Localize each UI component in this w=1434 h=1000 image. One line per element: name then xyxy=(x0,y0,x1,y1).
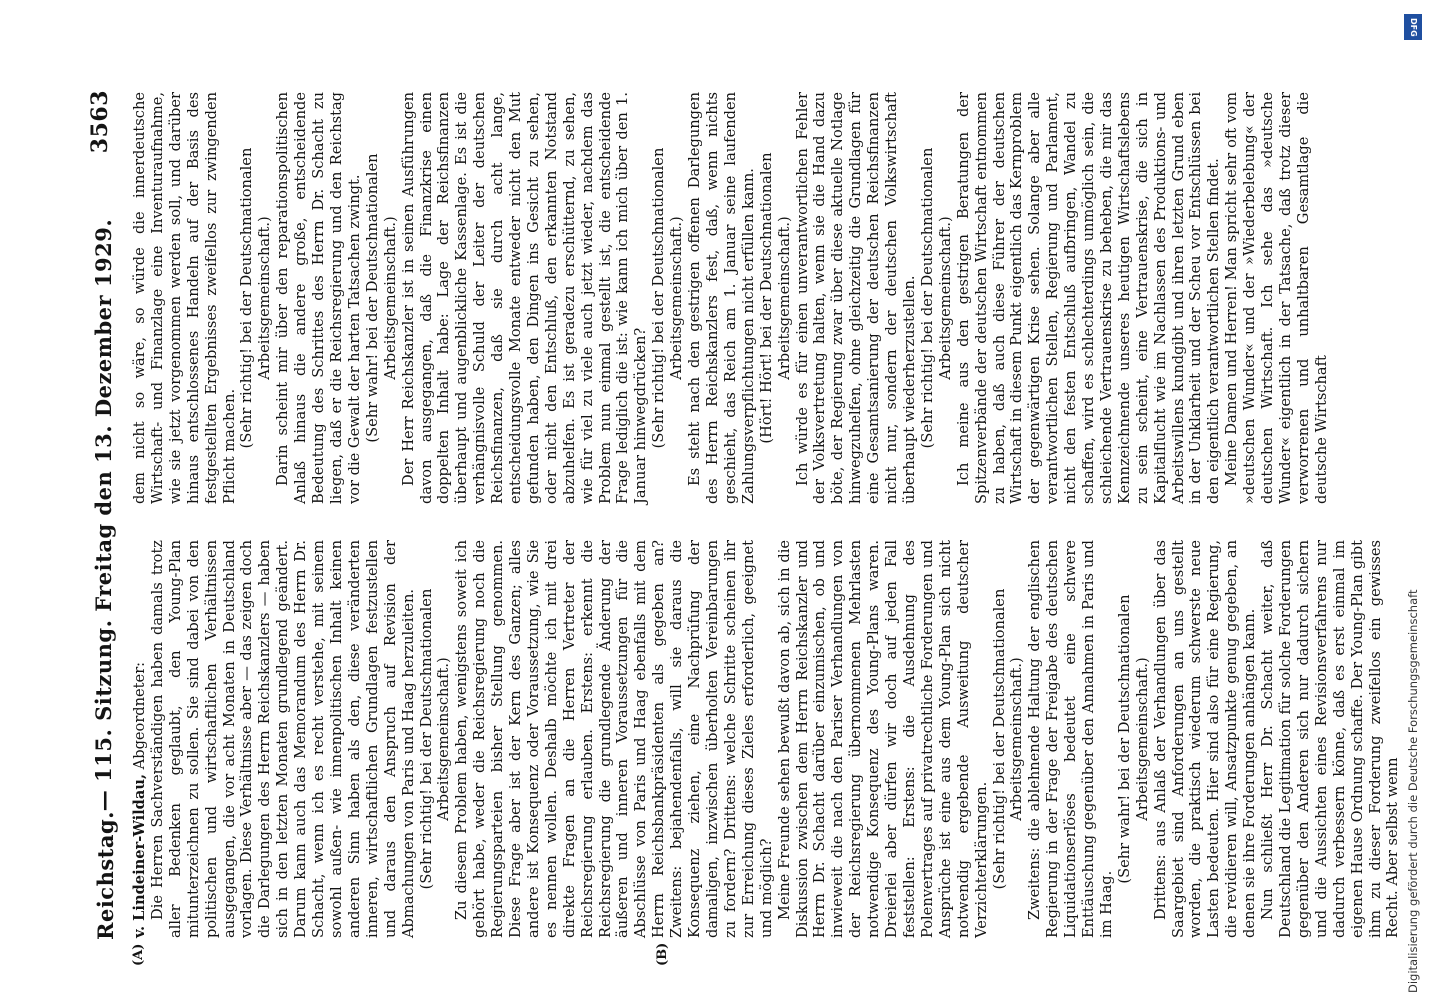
rotated-page xyxy=(85,90,1402,966)
paragraph: Zu diesem Problem haben, wenigstens soweit ich gehört habe, weder die Reichsregierung noch die Regierungsparteien bisher Stellung genommen. Diese Frage aber ist der Kern des Ganzen; alles andere ist Konsequenz oder Voraussetzung, wie Sie es nennen wollen. Deshalb möchte ich mit drei direkte Fragen an die Herren Vertreter der Reichsregierung erlauben. Erstens: erkennt die Reichsregierung die grundlegende Änderung der äußeren und inneren Voraussetzungen für die Abschlüsse von Paris und Haag ebenfalls mit dem Herrn Reichsbankpräsidenten als gegeben an? Zweitens: bejahendenfalls, will sie daraus die Konsequenz ziehen, eine Nachprüfung der damaligen, inzwischen überholten Vereinbarungen zu fordern? Drittens: welche Schritte scheinen ihr zur Erreichung dieses Zieles erforderlich, geeignet und möglich? xyxy=(453,540,775,938)
paragraph: Meine Freunde sehen bewußt davon ab, sich in die Diskussion zwischen dem Herrn Reichskanzler und Herrn Dr. Schacht darüber einzumischen, ob und inwieweit die nach den Pariser Verhandlungen von der Reichsregierung übernommenen Mehrlasten notwendige Konsequenz des Young-Plans waren. Dreierlei aber dürfen wir doch auf jeden Fall feststellen: Erstens: die Ausdehnung des Polenvertrages auf privatrechtliche Forderungen und Ansprüche ist eine aus dem Young-Plan sich nicht notwendig ergebende Ausweitung deutscher Verzichterklärungen. xyxy=(775,540,990,938)
paragraph: Drittens: aus Anlaß der Verhandlungen über das Saargebiet sind Anforderungen an uns gestellt worden, die praktisch wiederum schwerste neue Lasten bedeuten. Hier sind also für eine Regierung, die revidieren will, Ansatzpunkte genug gegeben, an denen sie ihre Forderungen anhängen kann. xyxy=(1151,540,1259,938)
interjection: (Sehr wahr! bei der Deutschnationalen Arbeitsgemeinschaft.) xyxy=(363,153,399,443)
page-header xyxy=(85,90,127,940)
paragraph: Die Herren Sachverständigen haben damals trotz aller Bedenken geglaubt, den Young-Plan mitunterzeichnen zu sollen. Sie sind dabei von den politischen und wirtschaftlichen Verhältnissen ausgegangen, die vor acht Monaten in Deutschland vorlagen. Diese Verhältnisse aber — das zeigen doch die Darlegungen des Herrn Reichskanzlers — haben sich in den letzten Monaten grundlegend geändert. Darum kann auch das Memorandum des Herrn Dr. Schacht, wenn ich es recht verstehe, mit seinem sowohl außen- wie innenpolitischen Inhalt keinen anderen Sinn haben als den, diese veränderten inneren, wirtschaftlichen Grundlagen festzustellen und daraus den Anspruch auf Revision der Abmachungen von Paris und Haag herzuleiten. xyxy=(148,540,417,938)
paragraph: Der Herr Reichskanzler ist in seinen Ausführungen davon ausgegangen, daß die Finanzkrise einen doppelten Inhalt habe: Lage der Reichsfinanzen überhaupt und augenblickliche Kassenlage. Es ist die verhängnisvolle Schuld der Leiter der deutschen Reichsfinanzen, daß sie durch acht lange, entscheidungsvolle Monate entweder nicht den Mut gefunden haben, den Dingen ins Gesicht zu sehen, oder nicht den Entschluß, den erkannten Notstand abzuhelfen. Es ist geradezu erschütternd, zu sehen, wie für viel zu viele auch jetzt wieder, nachdem das Problem nun einmal gestellt ist, die entscheidende Frage lediglich die ist: wie kann ich mich über den 1. Januar hinwegdrücken? xyxy=(399,92,650,504)
interjection: (Sehr richtig! bei der Deutschnationalen Arbeitsgemeinschaft.) xyxy=(238,147,274,449)
digitization-stamp xyxy=(1400,8,1430,993)
speaker-role: Abgeordneter: xyxy=(131,661,148,770)
interjection: (Sehr richtig! bei der Deutschnationalen Arbeitsgemeinschaft.) xyxy=(650,147,686,449)
interjection: (Sehr richtig! bei der Deutschnationalen Arbeitsgemeinschaft.) xyxy=(990,588,1026,890)
interjection: (Sehr wahr! bei der Deutschnationalen Arbeitsgemeinschaft.) xyxy=(1115,594,1151,884)
right-column xyxy=(131,92,1330,504)
interjection: (Sehr richtig! bei der Deutschnationalen Arbeitsgemeinschaft.) xyxy=(918,147,954,449)
paragraph: Nun schließt Herr Dr. Schacht weiter, daß Deutschland die Legitimation für solche Forderungen gegenüber den Anderen sich nur dadurch sichern und die Aussichten eines Revisionsverfahrens nur dadurch verbessern könne, daß es erst einmal im eigenen Hause Ordnung schaffe. Der Young-Plan gibt ihm zu dieser Forderung zweifellos ein gewisses Recht. Aber selbst wenn xyxy=(1259,540,1402,938)
margin-mark-b: (B) xyxy=(655,942,670,966)
interjection: (Hört! Hört! bei der Deutschnationalen Arbeitsgemeinschaft.) xyxy=(757,152,793,444)
page-number: 3563 xyxy=(87,90,113,154)
paragraph: Ich würde es für einen unverantwortlichen Fehler der Volksvertretung halten, wenn sie die Hand dazu böte, der Regierung zwar über diese aktuelle Notlage hinwegzuhelfen, ohne gleichzeitig die Grundlagen für eine Gesamtsanierung der deutschen Reichsfinanzen nicht nur, sondern der deutschen Volkswirtschaft überhaupt wiederherzustellen. xyxy=(793,92,918,504)
left-column xyxy=(131,540,1402,938)
paragraph: dem nicht so wäre, so würde die innerdeutsche Wirtschaft- und Finanzlage eine Inventuraufnahme, wie sie jetzt vorgenommen werden soll, und darüber hinaus entschlossenes Handeln auf der Basis des festgestellten Ergebnisses zweifellos zur zwingenden Pflicht machen. xyxy=(131,92,238,504)
stamp-text: Digitalisierung gefördert durch die Deutsche Forschungsgemeinschaft xyxy=(1406,589,1420,993)
speaker-line xyxy=(131,540,149,938)
paragraph: Zweitens: die ablehnende Haltung der englischen Regierung in der Frage der Freigabe des deutschen Liquidationserlöses bedeutet eine schwere Enttäuschung gegenüber den Annahmen in Paris und im Haag. xyxy=(1026,540,1115,938)
paragraph: Meine Damen und Herren! Man spricht sehr oft vom »deutschen Wunder« und der »Wiederbelebung« der deutschen Wirtschaft. Ich sehe das »deutsche Wunder« eigentlich in der Tatsache, daß trotz dieser verworrenen und unhaltbaren Gesamtlage die deutsche Wirtschaft xyxy=(1223,92,1330,504)
dfg-logo: DFG xyxy=(1404,14,1422,40)
paragraph: Darin scheint mir über den reparationspolitischen Anlaß hinaus die andere große, entscheidende Bedeutung des Schrittes des Herrn Dr. Schacht zu liegen, daß er die Reichsregierung und den Reichstag vor die Gewalt der harten Tatsachen zwingt. xyxy=(274,92,363,504)
margin-mark-a: (A) xyxy=(131,943,146,966)
interjection: (Sehr richtig! bei der Deutschnationalen Arbeitsgemeinschaft.) xyxy=(417,588,453,890)
header-session-date: — 115. Sitzung. Freitag den 13. Dezember 1929. xyxy=(91,218,116,812)
paragraph: Es steht nach den gestrigen offenen Darlegungen des Herrn Reichskanzlers fest, daß, wenn nichts geschieht, das Reich am 1. Januar seine laufenden Zahlungsverpflichtungen nicht erfüllen kann. xyxy=(686,92,757,504)
header-title: Reichstag. xyxy=(93,811,118,940)
paragraph: Ich meine aus den gestrigen Beratungen der Spitzenverbände der deutschen Wirtschaft entnommen zu haben, daß auch diese Führer der deutschen Wirtschaft in diesem Punkt eigentlich das Kernproblem der gegenwärtigen Krise sehen. Solange aber alle verantwortlichen Stellen, Regierung und Parlament, nicht den festen Entschluß aufbringen, Wandel zu schaffen, wird es schlechterdings unmöglich sein, die schleichende Vertrauenskrise zu beheben, die mir das Kennzeichnende unseres heutigen Wirtschaftslebens zu sein scheint, eine Vertrauenskrise, die sich in Kapitalflucht wie im Nachlassen des Produktions- und Arbeitswillens kundgibt und ihren letzten Grund eben in der Unklarheit und der Scheu vor Entschlüssen bei den eigentlich verantwortlichen Stellen findet. xyxy=(954,92,1223,504)
speaker-name: v. Lindeiner-Wildau, xyxy=(131,773,148,938)
